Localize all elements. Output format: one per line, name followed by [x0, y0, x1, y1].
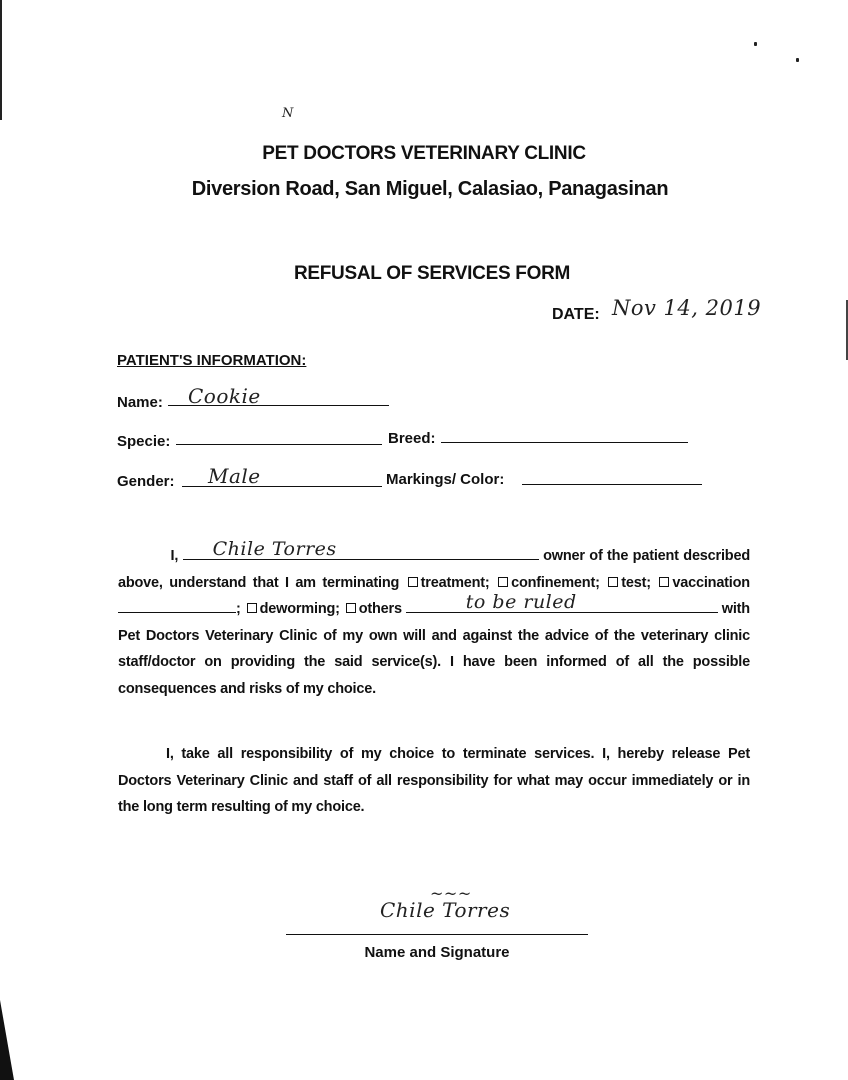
- others-line: [406, 590, 718, 613]
- deworming-label: deworming;: [259, 601, 340, 617]
- confinement-label: confinement;: [511, 574, 600, 591]
- test-checkbox[interactable]: [608, 577, 618, 587]
- others-field[interactable]: to be ruled: [465, 590, 577, 613]
- signature-flourish: ~~~: [430, 884, 472, 903]
- deworming-checkbox[interactable]: [247, 603, 257, 613]
- name-field[interactable]: Cookie: [188, 384, 261, 408]
- clinic-name: PET DOCTORS VETERINARY CLINIC: [262, 143, 586, 164]
- date-label: DATE:: [552, 306, 600, 323]
- signature-field[interactable]: Chile Torres: [380, 898, 511, 922]
- scan-speck: [796, 58, 799, 62]
- statement-paragraph: [118, 537, 750, 702]
- patient-info-heading: PATIENT'S INFORMATION:: [117, 352, 307, 369]
- name-label: Name:: [117, 394, 163, 411]
- specie-label: Specie:: [117, 433, 171, 450]
- statement-text-2: with Pet Doctors Veterinary Clinic of my own will and against the advice of the veterinary clinic staff/doctor on providing the said service(s). I have been informed of all the possible consequences and risks of my choice.: [118, 601, 750, 697]
- vaccination-checkbox[interactable]: [659, 577, 669, 587]
- date-field[interactable]: Nov 14, 2019: [612, 296, 762, 320]
- signature-line: [286, 934, 588, 935]
- vaccination-label: vaccination: [672, 574, 750, 591]
- test-label: test;: [621, 574, 651, 591]
- specie-field[interactable]: [176, 444, 382, 445]
- scan-edge: [0, 0, 2, 120]
- owner-name-field[interactable]: Chile Torres: [212, 537, 337, 560]
- responsibility-paragraph: [118, 741, 750, 821]
- markings-field[interactable]: [522, 484, 702, 485]
- breed-label: Breed:: [388, 430, 436, 447]
- scan-speck: [754, 42, 757, 46]
- semicolon: ;: [236, 601, 241, 617]
- confinement-checkbox[interactable]: [498, 577, 508, 587]
- treatment-checkbox[interactable]: [408, 577, 418, 587]
- vaccination-field[interactable]: [118, 598, 236, 613]
- others-checkbox[interactable]: [346, 603, 356, 613]
- scan-edge-corner: [0, 1000, 14, 1080]
- clinic-address: Diversion Road, San Miguel, Calasiao, Panagasinan: [191, 178, 669, 200]
- form-title: REFUSAL OF SERVICES FORM: [293, 263, 571, 284]
- treatment-label: treatment;: [420, 574, 490, 591]
- gender-label: Gender:: [117, 473, 175, 490]
- pen-mark: N: [282, 106, 294, 121]
- i-text: I,: [170, 548, 179, 564]
- responsibility-text: I, take all responsibility of my choice to terminate services. I, hereby release Pet Doctors Veterinary Clinic and staff of all responsibility for what may occur immediately or in the long term resulting of my choice.: [118, 746, 750, 815]
- others-label: others: [358, 601, 402, 617]
- signature-label: Name and Signature: [364, 944, 510, 961]
- breed-field[interactable]: [441, 442, 688, 443]
- statement-text-1: owner of the patient described above, understand that I am terminating: [118, 548, 750, 591]
- owner-name-line: [183, 537, 539, 560]
- markings-label: Markings/ Color:: [386, 471, 505, 488]
- gender-field[interactable]: Male: [208, 464, 261, 488]
